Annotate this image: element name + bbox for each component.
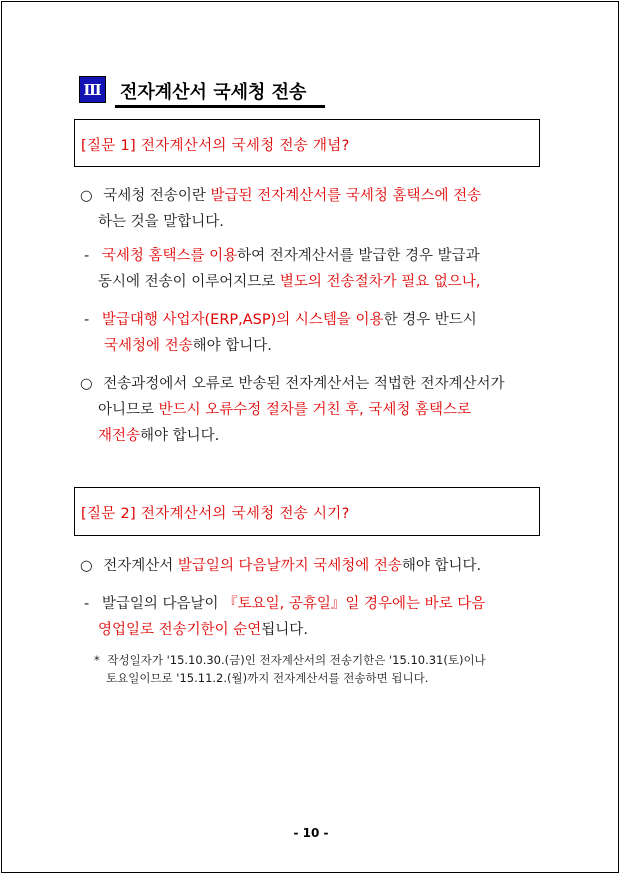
q2-note-line-2: 토요일이므로 '15.11.2.(월)까지 전자계산서를 전송하면 됩니다. <box>106 671 429 685</box>
q1-dash-1-line-1: - 국세청 홈택스를 이용하여 전자계산서를 발급한 경우 발급과 <box>84 248 480 264</box>
q1-bullet-1-line-1: ○ 국세청 전송이란 발급된 전자계산서를 국세청 홈택스에 전송 <box>80 188 482 204</box>
question-2-label: [질문 2] 전자계산서의 국세청 전송 시기? <box>81 506 350 522</box>
circle-bullet-icon: ○ <box>80 188 93 204</box>
q1-bullet-2-line-3: 재전송해야 합니다. <box>98 428 220 444</box>
dash-bullet-icon: - <box>84 248 90 264</box>
section-title-underline <box>115 105 325 108</box>
q2-dash-1-line-2: 영업일로 전송기한이 순연됩니다. <box>98 622 308 638</box>
q1-dash-2-line-2: 국세청에 전송해야 합니다. <box>104 338 272 354</box>
section-number-badge: Ⅲ <box>79 76 106 103</box>
q1-bullet-2-line-1: ○ 전송과정에서 오류로 반송된 전자계산서는 적법한 전자계산서가 <box>80 376 505 392</box>
asterisk-icon: * <box>94 653 100 667</box>
q1-dash-1-line-2: 동시에 전송이 이루어지므로 별도의 전송절차가 필요 없으나, <box>98 274 481 290</box>
q2-bullet-1-line-1: ○ 전자계산서 발급일의 다음날까지 국세청에 전송해야 합니다. <box>80 558 482 574</box>
q1-dash-2-line-1: - 발급대행 사업자(ERP,ASP)의 시스템을 이용한 경우 반드시 <box>84 312 477 328</box>
circle-bullet-icon: ○ <box>80 376 93 392</box>
q1-bullet-1-line-2: 하는 것을 말합니다. <box>98 214 224 230</box>
section-title: 전자계산서 국세청 전송 <box>120 82 307 103</box>
dash-bullet-icon: - <box>84 596 90 612</box>
page-number: - 10 - <box>293 826 329 840</box>
circle-bullet-icon: ○ <box>80 558 93 574</box>
q1-bullet-2-line-2: 아니므로 반드시 오류수정 절차를 거친 후, 국세청 홈택스로 <box>98 402 472 418</box>
q2-note-line-1: * 작성일자가 '15.10.30.(금)인 전자계산서의 전송기한은 '15.10.31(토)이나 <box>94 653 486 667</box>
question-1-label: [질문 1] 전자계산서의 국세청 전송 개념? <box>81 138 350 154</box>
section-header <box>79 76 325 110</box>
dash-bullet-icon: - <box>84 312 90 328</box>
question-2-box <box>74 487 540 536</box>
question-1-box <box>74 119 540 167</box>
q2-dash-1-line-1: - 발급일의 다음날이 『토요일, 공휴일』일 경우에는 바로 다음 <box>84 596 486 612</box>
